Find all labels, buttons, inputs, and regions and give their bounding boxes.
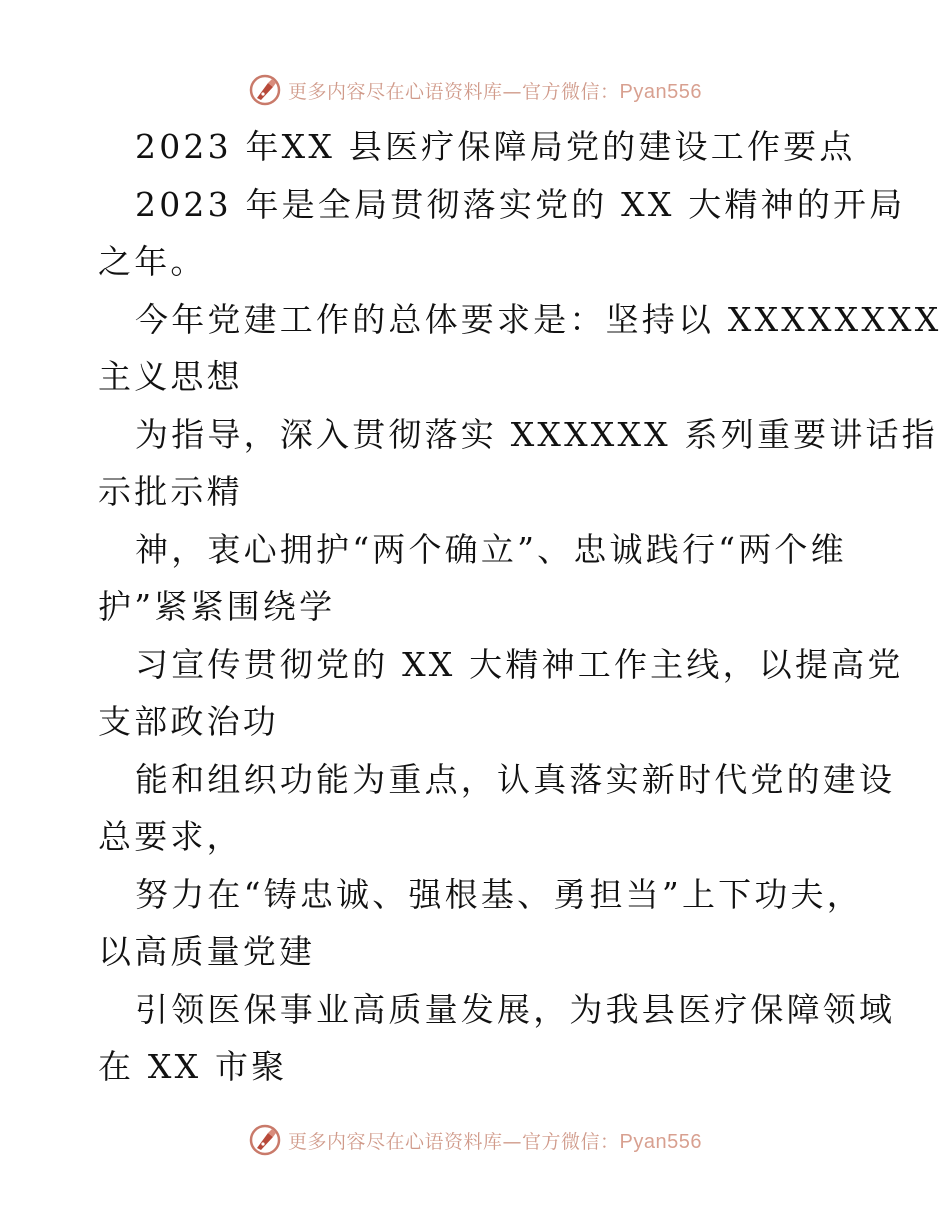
watermark-text: [288, 1127, 702, 1154]
document-title: 2023 年XX 县医疗保障局党的建设工作要点: [135, 127, 856, 166]
paragraph-line: 护”紧紧围绕学: [98, 587, 336, 626]
paragraph-line: 努力在“铸忠诚、强根基、勇担当”上下功夫，: [135, 874, 863, 914]
watermark-wechat-id: Pyan556: [619, 80, 702, 103]
watermark-wechat-id: Pyan556: [619, 1130, 702, 1153]
paragraph-line: 引领医保事业高质量发展，为我县医疗保障领域: [135, 989, 896, 1029]
pen-nib-logo-icon: [248, 73, 282, 107]
watermark-label: 更多内容尽在心语资料库—官方微信：: [288, 80, 620, 103]
paragraph-line: 能和组织功能为重点，认真落实新时代党的建设: [135, 759, 896, 799]
footer-watermark: [0, 1120, 950, 1160]
header-watermark: [0, 70, 950, 110]
paragraph-line: 支部政治功: [98, 702, 279, 741]
paragraph-line: 总要求，: [98, 817, 243, 856]
paragraph-line: 在 XX 市聚: [98, 1047, 288, 1086]
paragraph-line: 示批示精: [98, 472, 243, 511]
paragraph-line: 为指导，深入贯彻落实 XXXXXX 系列重要讲话指: [135, 414, 938, 454]
watermark-text: [288, 77, 702, 104]
paragraph-line: 习宣传贯彻党的 XX 大精神工作主线，以提高党: [135, 644, 904, 684]
document-body: [98, 118, 942, 1096]
paragraph-line: 之年。: [98, 242, 207, 281]
paragraph-line: 以高质量党建: [98, 932, 316, 971]
watermark-label: 更多内容尽在心语资料库—官方微信：: [288, 1130, 620, 1153]
paragraph-line: 神，衷心拥护“两个确立”、忠诚践行“两个维: [135, 529, 847, 569]
pen-nib-logo-icon: [248, 1123, 282, 1157]
paragraph-line: 今年党建工作的总体要求是：坚持以 XXXXXXXX: [135, 299, 942, 339]
paragraph-line: 主义思想: [98, 357, 243, 396]
paragraph-line: 2023 年是全局贯彻落实党的 XX 大精神的开局: [135, 184, 906, 224]
